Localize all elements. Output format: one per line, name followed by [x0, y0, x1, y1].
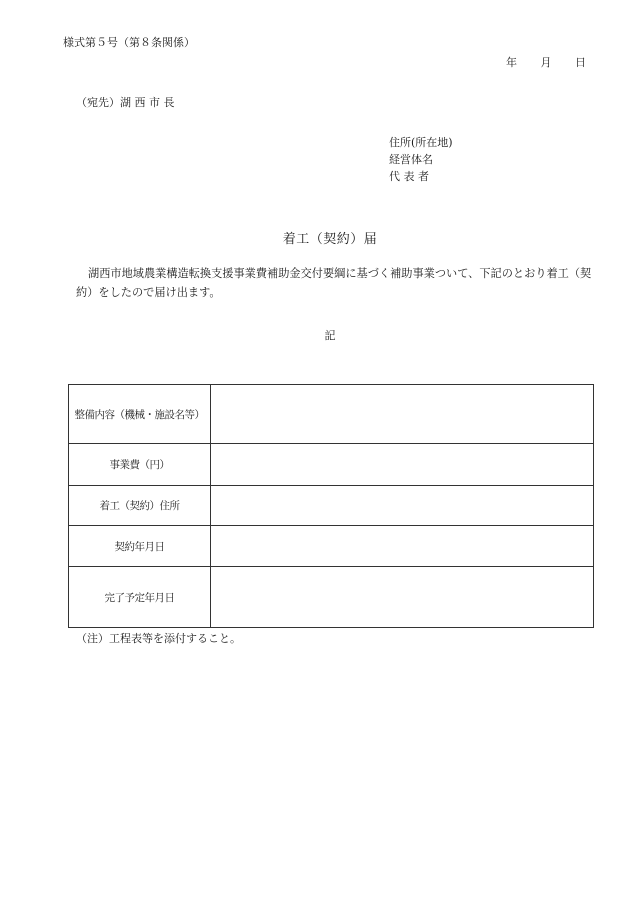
table-row	[69, 385, 594, 444]
row-label: 着工（契約）住所	[69, 486, 211, 526]
ki-heading: 記	[324, 329, 336, 342]
document-title: 着工（契約）届	[282, 232, 378, 247]
row-label: 契約年月日	[69, 526, 211, 567]
row-value-field[interactable]	[211, 567, 594, 628]
table-row	[69, 567, 594, 628]
row-label: 完了予定年月日	[69, 567, 211, 628]
representative-label: 代 表 者	[389, 170, 429, 183]
date-day-label: 日	[575, 56, 586, 69]
table-row	[69, 486, 594, 526]
table-row	[69, 526, 594, 567]
note: （注）工程表等を添付すること。	[76, 632, 241, 645]
body-paragraph: 湖西市地域農業構造転換支援事業費補助金交付要綱に基づく補助事業ついて、下記のとおり着工（契約）をしたので届け出ます。	[76, 267, 592, 299]
row-value-field[interactable]	[211, 486, 594, 526]
business-name-label: 経営体名	[389, 153, 433, 166]
recipient: （宛先）湖 西 市 長	[76, 96, 175, 109]
form-number: 様式第５号（第８条関係）	[63, 36, 195, 49]
detail-table	[68, 384, 594, 628]
row-value-field[interactable]	[211, 526, 594, 567]
date-year-label: 年	[506, 56, 517, 69]
row-value-field[interactable]	[211, 385, 594, 444]
row-label: 整備内容（機械・施設名等）	[69, 385, 211, 444]
table-row	[69, 444, 594, 486]
applicant-block	[389, 134, 453, 185]
date-month-label: 月	[540, 56, 552, 69]
address-label: 住所(所在地)	[389, 136, 453, 149]
row-value-field[interactable]	[211, 444, 594, 486]
date-line	[506, 54, 586, 70]
row-label: 事業費（円）	[69, 444, 211, 486]
